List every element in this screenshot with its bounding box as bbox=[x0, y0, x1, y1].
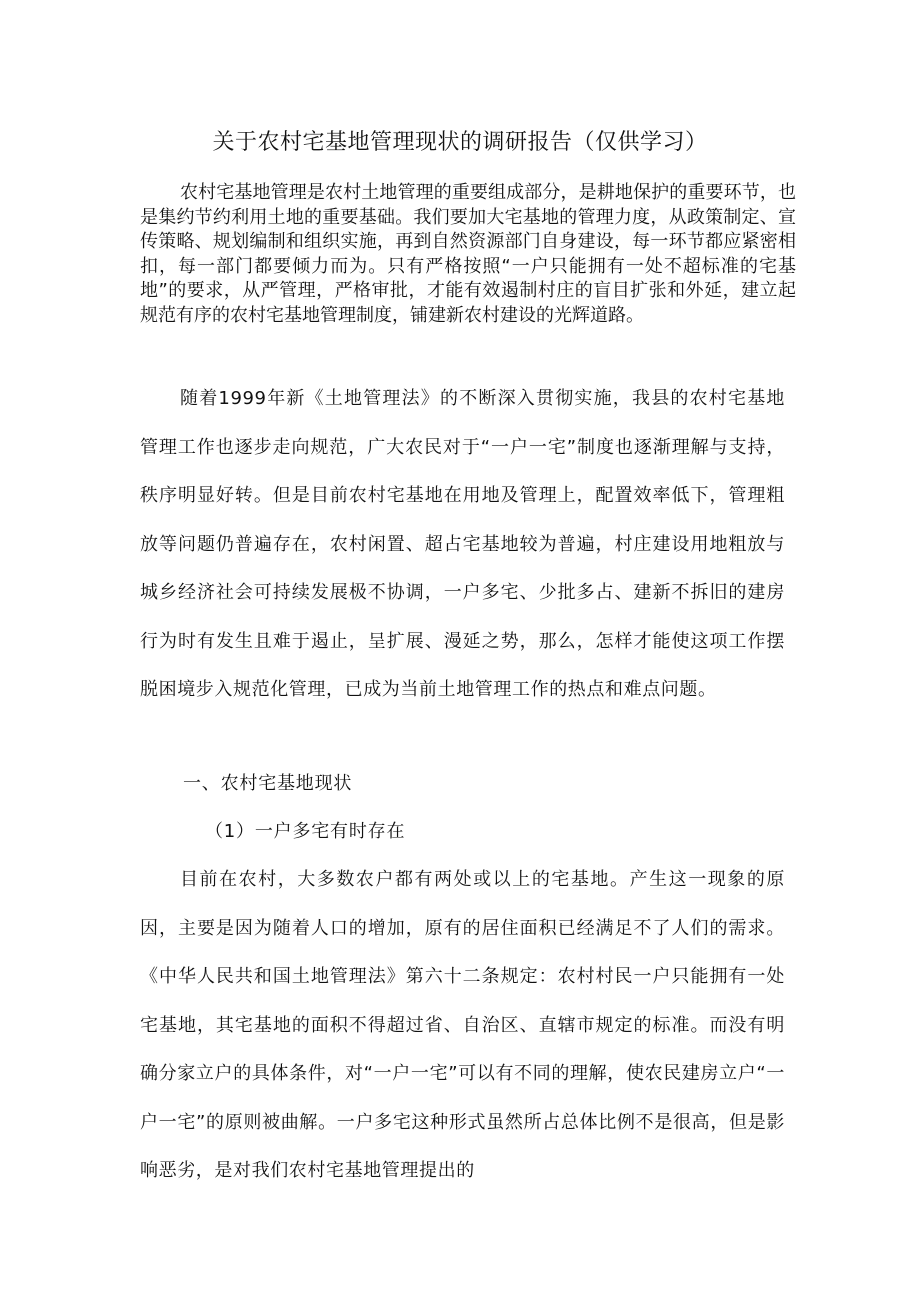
document-title: 关于农村宅基地管理现状的调研报告（仅供学习） bbox=[212, 130, 708, 155]
subsection-heading: （1）一户多宅有时存在 bbox=[205, 821, 406, 842]
intro-paragraph: 农村宅基地管理是农村土地管理的重要组成部分，是耕地保护的重要环节，也是集约节约利用土地的重要基础。我们要加大宅基地的管理力度，从政策制定、宣传策略、规划编制和组织实施，再到自然资源部门自身建设，每一环节都应紧密相扣，每一部门都要倾力而为。只有严格按照“一户只能拥有一处不超标准的宅基地”的要求，从严管理，严格审批，才能有效遏制村庄的盲目扩张和外延，建立起规范有序的农村宅基地管理制度，铺建新农村建设的光辉道路。 bbox=[140, 182, 796, 326]
body-paragraph: 目前在农村，大多数农户都有两处或以上的宅基地。产生这一现象的原因，主要是因为随着人口的增加，原有的居住面积已经满足不了人们的需求。《中华人民共和国土地管理法》第六十二条规定：农村村民一户只能拥有一处宅基地，其宅基地的面积不得超过省、自治区、直辖市规定的标准。而没有明确分家立户的具体条件，对“一户一宅”可以有不同的理解，使农民建房立户“一户一宅”的原则被曲解。一户多宅这种形式虽然所占总体比例不是很高，但是影响恶劣，是对我们农村宅基地管理提出的 bbox=[140, 869, 785, 1181]
body-paragraph: 随着1999年新《土地管理法》的不断深入贯彻实施，我县的农村宅基地管理工作也逐步走向规范，广大农民对于“一户一宅”制度也逐渐理解与支持，秩序明显好转。但是目前农村宅基地在用地及管理上，配置效率低下，管理粗放等问题仍普遍存在，农村闲置、超占宅基地较为普遍，村庄建设用地粗放与城乡经济社会可持续发展极不协调，一户多宅、少批多占、建新不拆旧的建房行为时有发生且难于遏止，呈扩展、漫延之势，那么，怎样才能使这项工作摆脱困境步入规范化管理，已成为当前土地管理工作的热点和难点问题。 bbox=[140, 388, 785, 700]
section-heading: 一、农村宅基地现状 bbox=[183, 773, 353, 794]
